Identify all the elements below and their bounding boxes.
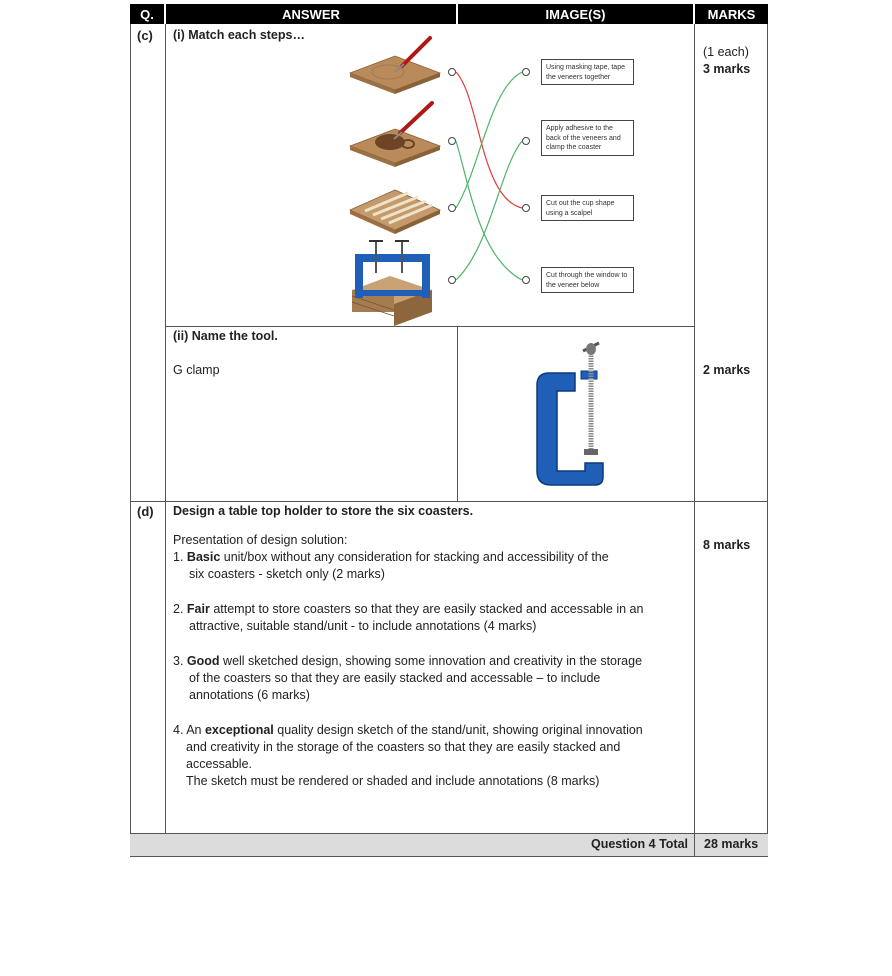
- table-divider-q: [165, 24, 166, 834]
- left-node-4: [449, 277, 456, 284]
- left-node-3: [449, 205, 456, 212]
- design-intro: Presentation of design solution:: [173, 533, 348, 547]
- step-box-3: Cut out the cup shape using a scalpel: [541, 195, 634, 221]
- clamped-coaster-icon: [352, 240, 432, 326]
- question-total-marks: 28 marks: [704, 837, 759, 851]
- design-task-title: Design a table top holder to store the six coasters.: [173, 504, 474, 518]
- criterion-3-line-2: of the coasters so that they are easily stacked and accessable – to include: [189, 671, 601, 685]
- header-marks: MARKS: [695, 4, 768, 24]
- tool-answer: G clamp: [173, 363, 220, 377]
- right-node-1: [523, 69, 530, 76]
- header-answer: ANSWER: [166, 4, 456, 24]
- match-steps-title: (i) Match each steps…: [173, 28, 305, 42]
- match-line-2: [456, 141, 522, 280]
- step-box-1: Using masking tape, tape the veneers together: [541, 59, 634, 85]
- table-border-right: [767, 24, 768, 857]
- question-total-label: Question 4 Total: [591, 837, 688, 851]
- match-line-3: [456, 72, 522, 208]
- taped-veneers-icon: [350, 190, 440, 234]
- criterion-2-line-2: attractive, suitable stand/unit - to include annotations (4 marks): [189, 619, 537, 633]
- step-box-4: Cut through the window to the veneer below: [541, 267, 634, 293]
- marks-each: (1 each): [703, 45, 749, 59]
- match-line-4: [456, 141, 522, 280]
- veneer-board-1-icon: [350, 38, 440, 94]
- table-border-bottom: [130, 856, 768, 857]
- marks-d: 8 marks: [703, 538, 751, 552]
- veneer-board-2-icon: [350, 103, 440, 167]
- total-divider: [694, 834, 695, 856]
- criterion-1-line-1: 1. Basic unit/box without any consideration for stacking and accessibility of the: [173, 550, 609, 564]
- name-tool-title: (ii) Name the tool.: [173, 329, 278, 343]
- question-label-c: (c): [137, 28, 153, 43]
- right-node-4: [523, 277, 530, 284]
- table-border-left: [130, 24, 131, 857]
- header-q: Q.: [130, 4, 164, 24]
- marks-c-i: 3 marks: [703, 62, 751, 76]
- criterion-2-line-1: 2. Fair attempt to store coasters so that they are easily stacked and accessable in an: [173, 602, 644, 616]
- row-divider-total: [130, 833, 768, 834]
- row-divider-d: [130, 501, 768, 502]
- table-divider-marks: [694, 24, 695, 857]
- right-node-3: [523, 205, 530, 212]
- criterion-1-line-2: six coasters - sketch only (2 marks): [189, 567, 385, 581]
- criterion-3-line-3: annotations (6 marks): [189, 688, 310, 702]
- step-box-2: Apply adhesive to the back of the veneers and clamp the coaster: [541, 120, 634, 156]
- criterion-3-line-1: 3. Good well sketched design, showing some innovation and creativity in the storage: [173, 654, 643, 668]
- row-divider-cii: [166, 326, 694, 327]
- g-clamp-icon: [525, 333, 615, 493]
- right-node-2: [523, 138, 530, 145]
- criterion-4-line-4: The sketch must be rendered or shaded and include annotations (8 marks): [186, 774, 600, 788]
- matching-illustration: [340, 28, 690, 326]
- criterion-4-line-2: and creativity in the storage of the coasters so that they are easily stacked and: [186, 740, 621, 754]
- question-label-d: (d): [137, 504, 154, 519]
- criterion-4-line-1: 4. An exceptional quality design sketch of the stand/unit, showing original innovation: [173, 723, 643, 737]
- header-images: IMAGE(S): [458, 4, 693, 24]
- left-node-1: [449, 69, 456, 76]
- left-node-2: [449, 138, 456, 145]
- criterion-4-line-3: accessable.: [186, 757, 253, 771]
- table-divider-image: [457, 326, 458, 501]
- marks-c-ii: 2 marks: [703, 363, 751, 377]
